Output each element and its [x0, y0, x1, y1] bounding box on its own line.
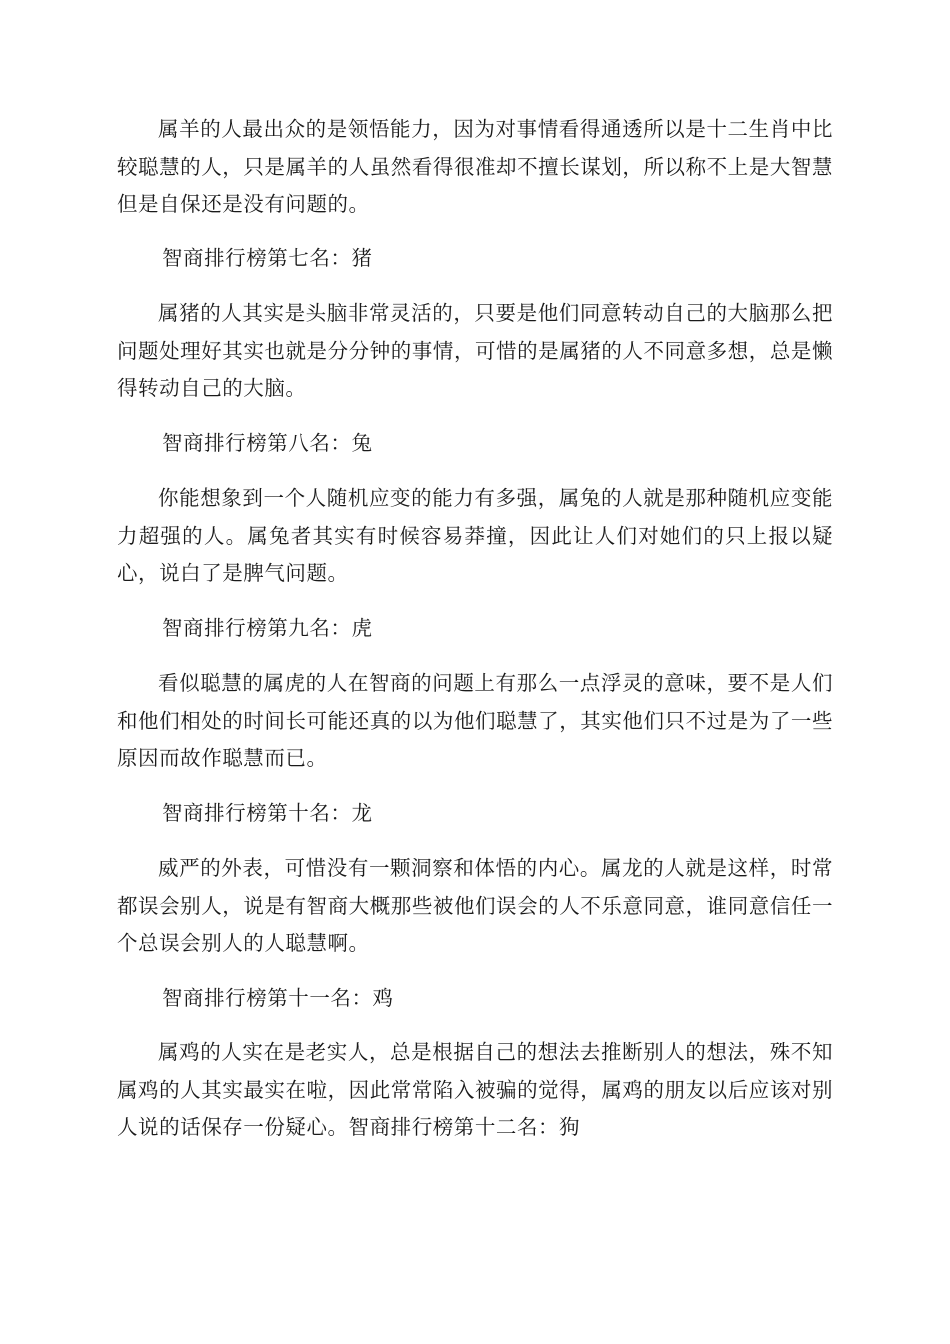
heading-rank-9: 智商排行榜第九名：虎	[162, 616, 373, 640]
heading-rank-11: 智商排行榜第十一名：鸡	[162, 986, 394, 1010]
heading-rank-7: 智商排行榜第七名：猪	[162, 246, 373, 270]
paragraph-tiger: 看似聪慧的属虎的人在智商的问题上有那么一点浮灵的意味，要不是人们和他们相处的时间长可能还真的以为他们聪慧了，其实他们只不过是为了一些原因而故作聪慧而已。	[117, 671, 833, 770]
paragraph-rooster: 属鸡的人实在是老实人，总是根据自己的想法去推断别人的想法，殊不知属鸡的人其实最实在啦，因此常常陷入被骗的觉得，属鸡的朋友以后应该对别人说的话保存一份疑心。智商排行榜第十二名：狗	[117, 1040, 833, 1139]
heading-rank-8: 智商排行榜第八名：兔	[162, 431, 373, 455]
paragraph-sheep: 属羊的人最出众的是领悟能力，因为对事情看得通透所以是十二生肖中比较聪慧的人，只是属羊的人虽然看得很准却不擅长谋划，所以称不上是大智慧但是自保还是没有问题的。	[117, 117, 833, 216]
heading-rank-10: 智商排行榜第十名：龙	[162, 801, 373, 825]
paragraph-pig: 属猪的人其实是头脑非常灵活的，只要是他们同意转动自己的大脑那么把问题处理好其实也就是分分钟的事情，可惜的是属猪的人不同意多想，总是懒得转动自己的大脑。	[117, 301, 833, 400]
paragraph-rabbit: 你能想象到一个人随机应变的能力有多强，属兔的人就是那种随机应变能力超强的人。属兔者其实有时候容易莽撞，因此让人们对她们的只上报以疑心，说白了是脾气问题。	[117, 486, 833, 585]
paragraph-dragon: 威严的外表，可惜没有一颗洞察和体悟的内心。属龙的人就是这样，时常都误会别人，说是有智商大概那些被他们误会的人不乐意同意，谁同意信任一个总误会别人的人聪慧啊。	[117, 856, 833, 955]
